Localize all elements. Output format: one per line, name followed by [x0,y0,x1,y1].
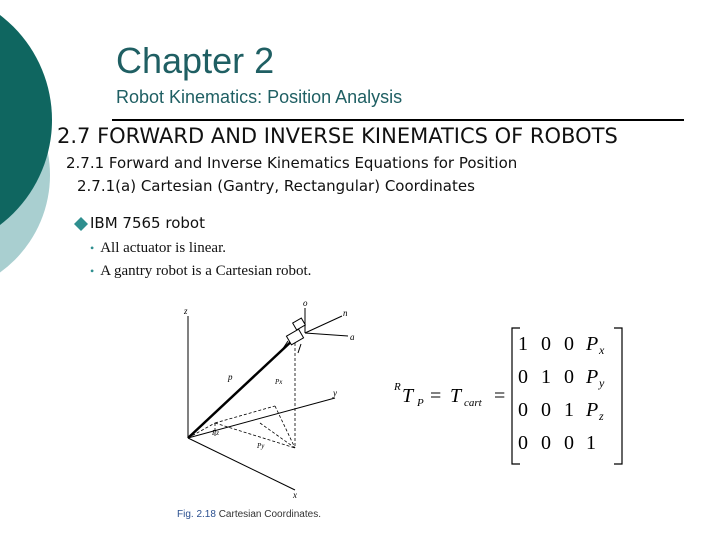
robot-label: IBM 7565 robot [90,214,205,232]
matrix-cell: P [586,333,599,355]
matrix-cell: 0 [518,399,528,421]
bullet-item: • All actuator is linear. [90,240,226,256]
dashed-line [215,406,275,423]
matrix-cell: 1 [564,399,574,421]
dashed-line [275,406,295,448]
matrix-cell: 1 [541,366,551,388]
slide-subtitle: Robot Kinematics: Position Analysis [116,87,403,107]
matrix-cell-subscript: y [599,376,605,390]
frame-n-label: n [343,308,348,318]
matrix-cell: 0 [518,366,528,388]
matrix-cell: 0 [564,333,574,355]
vector-p-label: p [228,372,233,382]
matrix-cell: 0 [541,333,551,355]
bullet-dot-icon: • [90,264,95,278]
section-heading: 2.7 FORWARD AND INVERSE KINEMATICS OF ROBOTS [57,124,618,148]
bullet-item: • A gantry robot is a Cartesian robot. [90,263,312,279]
subsection-heading: 2.7.1 Forward and Inverse Kinematics Equations for Position [66,154,518,172]
frame-a-label: a [350,332,355,342]
matrix-cell: 1 [586,432,596,454]
pz-label: Pz [212,429,219,437]
frame-a-axis [305,333,348,336]
eq-lhs-t: T [402,385,414,407]
matrix-cell: P [586,399,599,421]
eq-rhs-subscript: cart [464,397,482,409]
slide-title: Chapter 2 [116,40,275,81]
matrix-cell: 1 [518,333,528,355]
gripper-finger-icon [298,344,301,353]
eq-equals-2: = [494,385,506,407]
dashed-line [260,423,295,448]
matrix-cell: P [586,366,599,388]
figure-caption: Fig. 2.18 Cartesian Coordinates. [177,509,321,520]
diamond-bullet-icon [74,217,88,231]
eq-lhs-subscript: P [417,397,424,409]
eq-lhs-superscript: R [394,381,401,393]
transformation-equation [390,322,630,472]
subsubsection-heading: 2.7.1(a) Cartesian (Gantry, Rectangular) Coordinates [77,177,475,195]
frame-o-label: o [303,298,308,308]
x-axis-label: x [293,490,297,500]
x-axis [188,438,295,490]
matrix-cell: 0 [518,432,528,454]
matrix-cell: 0 [564,366,574,388]
py-label: Py [257,442,265,450]
dashed-line [215,423,295,448]
matrix-cell: 0 [541,399,551,421]
matrix-cell: 0 [564,432,574,454]
frame-n-axis [305,316,342,333]
cartesian-coordinates-figure [170,298,370,503]
eq-rhs-t: T [450,385,462,407]
eq-equals-1: = [430,385,442,407]
title-divider [112,119,684,121]
gripper-jaw-icon [293,318,306,330]
bullet-dot-icon: • [90,241,95,255]
z-axis-label: z [184,306,188,316]
matrix-cell-subscript: x [599,343,605,357]
matrix-cell-subscript: z [599,409,604,423]
y-axis-label: y [333,388,337,398]
px-label: Px [275,378,283,386]
matrix-cell: 0 [541,432,551,454]
